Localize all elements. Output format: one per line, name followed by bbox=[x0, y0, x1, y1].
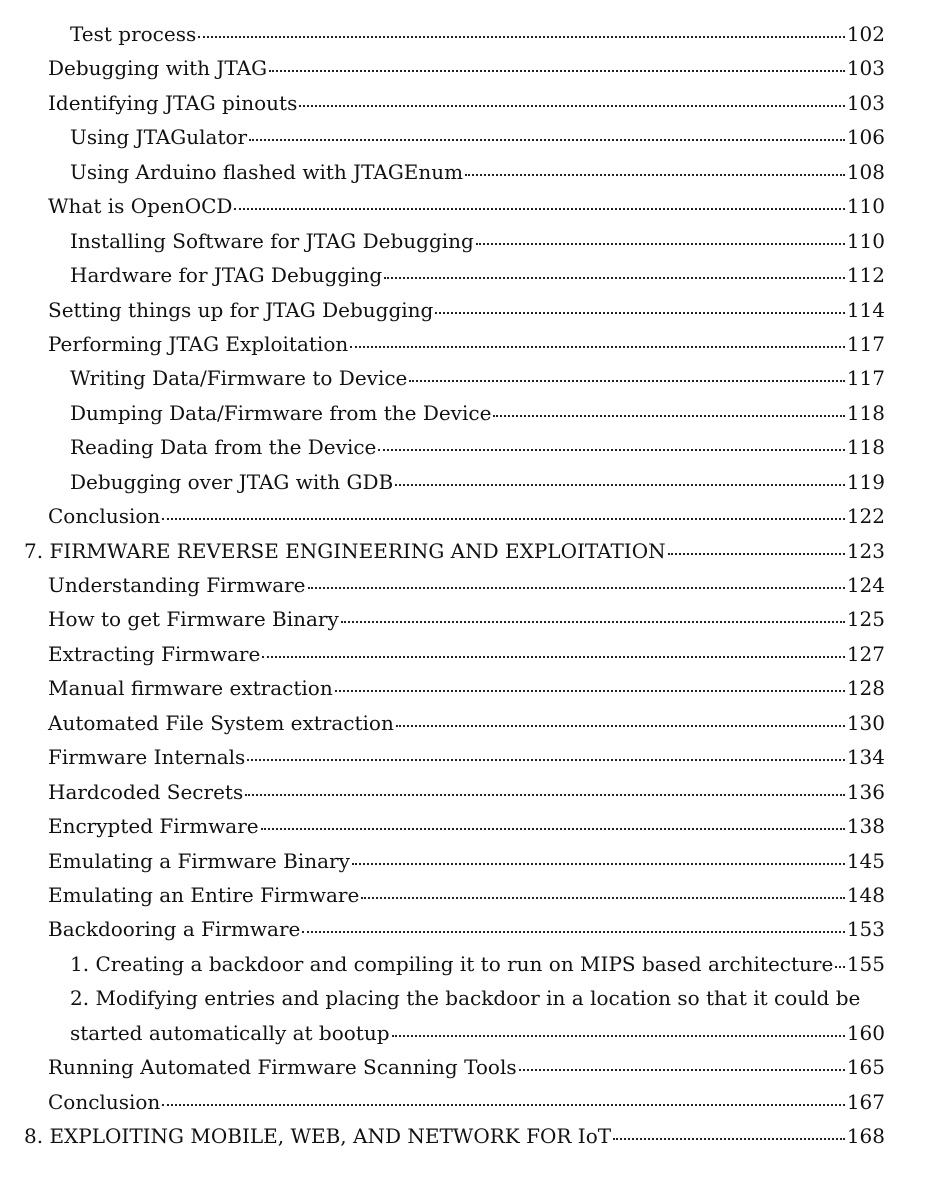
toc-entry[interactable] bbox=[0, 878, 942, 912]
dot-leader bbox=[384, 276, 845, 279]
toc-entry-title: What is OpenOCD bbox=[48, 194, 233, 219]
toc-entry[interactable] bbox=[0, 51, 942, 85]
dot-leader bbox=[269, 69, 845, 72]
toc-entry-page-number: 128 bbox=[846, 676, 885, 701]
toc-entry-title: Conclusion bbox=[48, 504, 161, 529]
toc-entry[interactable] bbox=[0, 189, 942, 223]
toc-entry[interactable] bbox=[0, 912, 942, 946]
dot-leader bbox=[261, 827, 845, 830]
dot-leader bbox=[465, 173, 845, 176]
toc-entry-title: Backdooring a Firmware bbox=[48, 917, 301, 942]
toc-entry-title: Encrypted Firmware bbox=[48, 814, 259, 839]
toc-entry-title: Manual firmware extraction bbox=[48, 676, 333, 701]
dot-leader bbox=[335, 689, 845, 692]
toc-entry-page-number: 119 bbox=[846, 469, 885, 494]
dot-leader bbox=[245, 793, 845, 796]
toc-entry[interactable] bbox=[0, 396, 942, 430]
toc-entry-title: Hardcoded Secrets bbox=[48, 779, 244, 804]
toc-entry[interactable] bbox=[0, 293, 942, 327]
toc-entry-title: 2. Modifying entries and placing the backdoor in a location so that it could be bbox=[70, 986, 861, 1011]
dot-leader bbox=[835, 965, 845, 968]
dot-leader bbox=[395, 483, 845, 486]
toc-entry-title: Emulating an Entire Firmware bbox=[48, 882, 360, 907]
dot-leader bbox=[378, 448, 844, 451]
toc-entry-title: Extracting Firmware bbox=[48, 641, 261, 666]
dot-leader bbox=[299, 104, 844, 107]
toc-entry-page-number: 134 bbox=[846, 745, 885, 770]
toc-entry-page-number: 103 bbox=[846, 56, 885, 81]
dot-leader bbox=[493, 414, 844, 417]
toc-entry-title: How to get Firmware Binary bbox=[48, 607, 339, 632]
toc-entry[interactable] bbox=[0, 809, 942, 843]
toc-entry[interactable] bbox=[0, 17, 942, 51]
toc-entry-page-number: 108 bbox=[846, 159, 885, 184]
dot-leader bbox=[392, 1034, 845, 1037]
toc-entry-title: Using Arduino flashed with JTAGEnum bbox=[70, 159, 464, 184]
toc-entry-title: Understanding Firmware bbox=[48, 573, 306, 597]
toc-entry[interactable] bbox=[0, 775, 942, 809]
toc-entry[interactable] bbox=[0, 671, 942, 705]
toc-entry-page-number: 118 bbox=[846, 400, 885, 425]
toc-entry-page-number: 114 bbox=[846, 297, 885, 322]
toc-entry-page-number: 130 bbox=[846, 710, 885, 735]
dot-leader bbox=[308, 586, 845, 589]
dot-leader bbox=[302, 930, 844, 933]
toc-entry-title: Using JTAGulator bbox=[70, 125, 248, 150]
dot-leader bbox=[361, 896, 845, 899]
dot-leader bbox=[162, 517, 845, 520]
toc-entry-page-number: 136 bbox=[846, 779, 885, 804]
toc-entry-title: 7. FIRMWARE REVERSE ENGINEERING AND EXPLOITATION bbox=[24, 538, 666, 563]
dot-leader bbox=[247, 758, 845, 761]
dot-leader bbox=[409, 379, 844, 382]
toc-entry-page-number: 118 bbox=[846, 435, 885, 460]
toc-entry-title: Setting things up for JTAG Debugging bbox=[48, 297, 434, 322]
toc-entry-page-number: 110 bbox=[846, 228, 885, 253]
toc-entry-page-number: 145 bbox=[846, 848, 885, 873]
toc-entry[interactable] bbox=[0, 568, 942, 602]
toc-entry-title: Performing JTAG Exploitation bbox=[48, 331, 349, 356]
toc-entry-page-number: 138 bbox=[846, 814, 885, 839]
toc-entry-title: Emulating a Firmware Binary bbox=[48, 848, 350, 873]
toc-entry-title: Installing Software for JTAG Debugging bbox=[70, 228, 474, 253]
toc-entry-title: Hardware for JTAG Debugging bbox=[70, 263, 383, 288]
toc-entry-page-number: 153 bbox=[846, 917, 885, 942]
dot-leader bbox=[396, 724, 845, 727]
dot-leader bbox=[476, 242, 845, 245]
toc-entry[interactable] bbox=[0, 86, 942, 120]
toc-entry-page-number: 167 bbox=[846, 1089, 885, 1114]
toc-entry[interactable] bbox=[0, 155, 942, 189]
toc-entry[interactable] bbox=[0, 120, 942, 154]
dot-leader bbox=[352, 862, 845, 865]
toc-entry-title: 1. Creating a backdoor and compiling it to run on MIPS based architecture bbox=[70, 951, 834, 976]
toc-entry-page-number: 165 bbox=[846, 1055, 885, 1080]
toc-entry-title: Writing Data/Firmware to Device bbox=[70, 366, 408, 391]
dot-leader bbox=[668, 552, 845, 555]
table-of-contents bbox=[0, 17, 942, 1153]
toc-entry-title: Dumping Data/Firmware from the Device bbox=[70, 400, 492, 425]
toc-entry[interactable] bbox=[0, 465, 942, 499]
toc-entry[interactable] bbox=[0, 327, 942, 361]
toc-entry-title: Reading Data from the Device bbox=[70, 435, 377, 460]
toc-entry[interactable] bbox=[0, 740, 942, 774]
toc-entry-title: 8. EXPLOITING MOBILE, WEB, AND NETWORK FOR IoT bbox=[24, 1124, 612, 1149]
toc-entry[interactable] bbox=[0, 1119, 942, 1153]
toc-entry-page-number: 122 bbox=[846, 504, 885, 529]
toc-entry-page-number: 168 bbox=[846, 1124, 885, 1149]
toc-entry[interactable] bbox=[0, 947, 942, 981]
toc-entry[interactable] bbox=[0, 534, 942, 568]
toc-entry-title: Debugging with JTAG bbox=[48, 56, 268, 81]
toc-entry-page-number: 127 bbox=[846, 641, 885, 666]
toc-entry-page-number: 103 bbox=[846, 90, 885, 115]
toc-entry[interactable] bbox=[0, 361, 942, 395]
dot-leader bbox=[341, 620, 845, 623]
toc-entry-page-number: 125 bbox=[846, 607, 885, 632]
toc-entry-page-number: 117 bbox=[846, 331, 885, 356]
toc-entry-title: Automated File System extraction bbox=[48, 710, 394, 735]
dot-leader bbox=[249, 138, 845, 141]
toc-entry[interactable] bbox=[0, 430, 942, 464]
toc-entry-title: Firmware Internals bbox=[48, 745, 246, 770]
toc-entry[interactable] bbox=[0, 637, 942, 671]
toc-entry-title-continued: started automatically at bootup bbox=[70, 1020, 390, 1045]
toc-entry-page-number: 148 bbox=[846, 882, 885, 907]
toc-entry[interactable] bbox=[0, 844, 942, 878]
toc-entry-page-number: 124 bbox=[846, 573, 885, 597]
toc-entry-title: Debugging over JTAG with GDB bbox=[70, 469, 394, 494]
dot-leader bbox=[198, 35, 845, 38]
toc-entry[interactable] bbox=[0, 981, 942, 1050]
dot-leader bbox=[519, 1068, 845, 1071]
toc-entry[interactable] bbox=[0, 706, 942, 740]
toc-entry-title: Running Automated Firmware Scanning Tools bbox=[48, 1055, 517, 1080]
toc-entry-title: Conclusion bbox=[48, 1089, 161, 1114]
toc-entry[interactable] bbox=[0, 1085, 942, 1119]
toc-entry[interactable] bbox=[0, 499, 942, 533]
dot-leader bbox=[234, 207, 844, 210]
toc-entry-page-number: 123 bbox=[846, 538, 885, 563]
toc-entry[interactable] bbox=[0, 602, 942, 636]
dot-leader bbox=[162, 1103, 845, 1106]
toc-entry-page-number: 106 bbox=[846, 125, 885, 150]
dot-leader bbox=[613, 1137, 845, 1140]
toc-entry-page-number: 155 bbox=[846, 951, 885, 976]
toc-entry[interactable] bbox=[0, 224, 942, 258]
toc-entry-page-number: 117 bbox=[846, 366, 885, 391]
toc-entry-page-number: 112 bbox=[846, 263, 885, 288]
toc-entry-page-number: 110 bbox=[846, 194, 885, 219]
toc-entry-page-number: 102 bbox=[846, 22, 885, 46]
toc-entry[interactable] bbox=[0, 1050, 942, 1084]
toc-entry[interactable] bbox=[0, 258, 942, 292]
dot-leader bbox=[262, 655, 844, 658]
toc-entry-page-number: 160 bbox=[846, 1020, 885, 1045]
toc-entry-title: Identifying JTAG pinouts bbox=[48, 90, 298, 115]
dot-leader bbox=[350, 345, 845, 348]
dot-leader bbox=[435, 311, 844, 314]
toc-entry-title: Test process bbox=[70, 22, 197, 46]
